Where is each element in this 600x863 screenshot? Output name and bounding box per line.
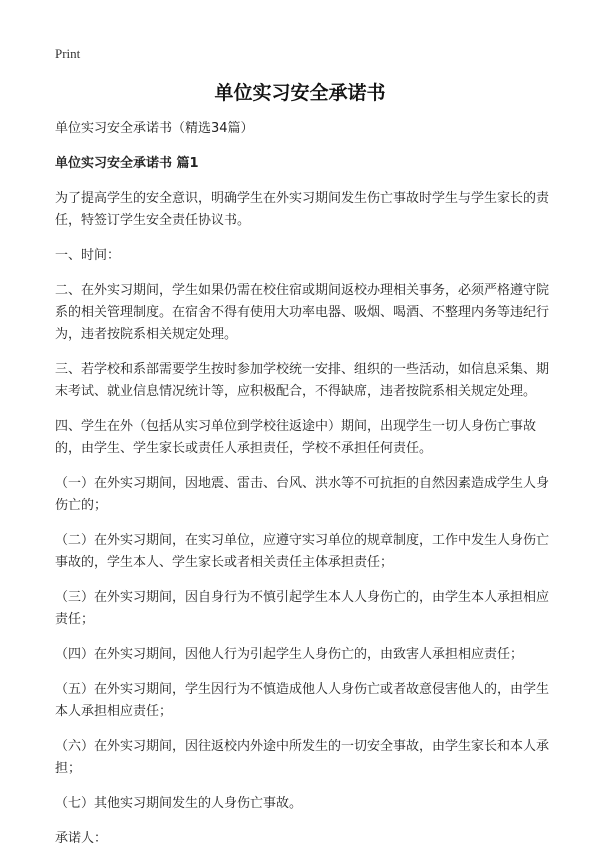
signatory-label: 承诺人： — [55, 831, 108, 846]
liability-item-4: （四）在外实习期间，因他人行为引起学生人身伤亡的，由致害人承担相应责任； — [55, 647, 524, 662]
liability-item-5: （五）在外实习期间，学生因行为不慎造成他人人身伤亡或者故意侵害他人的，由学生本人承担相应责任； — [55, 682, 550, 719]
liability-item-2: （二）在外实习期间，在实习单位，应遵守实习单位的规章制度，工作中发生人身伤亡事故的，学生本人、学生家长或者相关责任主体承担责任； — [55, 533, 550, 570]
clause-school-activities: 三、若学校和系部需要学生按时参加学校统一安排、组织的一些活动，如信息采集、期末考试、就业信息情况统计等，应积极配合，不得缺席，违者按院系相关规定处理。 — [55, 362, 550, 399]
liability-item-6: （六）在外实习期间，因往返校内外途中所发生的一切安全事故，由学生家长和本人承担； — [55, 739, 550, 776]
page-title: 单位实习安全承诺书 — [214, 82, 386, 104]
liability-item-7: （七）其他实习期间发生的人身伤亡事故。 — [55, 796, 303, 811]
section-heading: 单位实习安全承诺书 篇1 — [55, 156, 199, 171]
clause-dormitory: 二、在外实习期间，学生如果仍需在校住宿或期间返校办理相关事务，必须严格遵守院系的相关管理制度。在宿舍不得有使用大功率电器、吸烟、喝酒、不整理内务等违纪行为，违者按院系相关规定处理。 — [55, 283, 550, 342]
print-link[interactable]: Print — [55, 46, 81, 61]
document-body — [55, 118, 555, 863]
clause-time: 一、时间： — [55, 248, 121, 263]
liability-item-1: （一）在外实习期间，因地震、雷击、台风、洪水等不可抗拒的自然因素造成学生人身伤亡的； — [55, 476, 550, 513]
document-subtitle: 单位实习安全承诺书（精选34篇） — [55, 121, 254, 136]
intro-paragraph: 为了提高学生的安全意识，明确学生在外实习期间发生伤亡事故时学生与学生家长的责任，特签订学生安全责任协议书。 — [55, 191, 550, 228]
clause-liability: 四、学生在外（包括从实习单位到学校往返途中）期间，出现学生一切人身伤亡事故的，由学生、学生家长或责任人承担责任，学校不承担任何责任。 — [55, 419, 537, 456]
liability-item-3: （三）在外实习期间，因自身行为不慎引起学生本人人身伤亡的，由学生本人承担相应责任； — [55, 590, 550, 627]
